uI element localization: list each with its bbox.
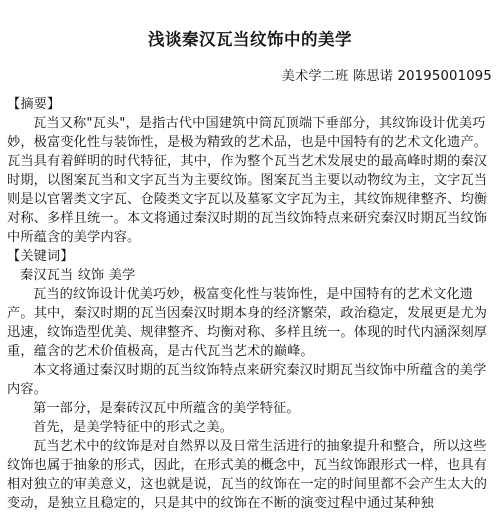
body-paragraph: 本文将通过秦汉时期的瓦当纹饰特点来研究秦汉时期瓦当纹饰中所蕴含的美学内容。 (7, 363, 487, 397)
document-body (7, 95, 495, 513)
section-heading: 第一部分，是秦砖汉瓦中所蕴含的美学特征。 (33, 401, 300, 416)
abstract-heading: 【摘要】 (7, 97, 61, 112)
document-title: 浅谈秦汉瓦当纹饰中的美学 (148, 30, 352, 49)
abstract-paragraph: 瓦当又称"瓦头"，是指古代中国建筑中筒瓦顶端下垂部分，其纹饰设计优美巧妙，极富变化性与装饰性，是极为精致的艺术品，也是中国特有的艺术文化遗产。瓦当具有着鲜明的时代特征，其中，作为整个瓦当艺术发展史的最高峰时期的秦汉时期，以图案瓦当和文字瓦当为主要纹饰。图案瓦当主要以动物纹为主，文字瓦当则是以官署类文字瓦、仓陵类文字瓦以及墓冢文字瓦为主，其纹饰规律整齐、均衡对称、多样且统一。本文将通过秦汉时期的瓦当纹饰特点来研究秦汉时期瓦当纹饰中所蕴含的美学内容。 (7, 116, 488, 245)
keywords-heading: 【关键词】 (7, 249, 74, 264)
keywords-line: 秦汉瓦当 纹饰 美学 (20, 268, 136, 283)
body-paragraph: 瓦当艺术中的纹饰是对自然界以及日常生活进行的抽象提升和整合，所以这些纹饰也属于抽象的形式，因此，在形式美的概念中，瓦当纹饰跟形式一样，也具有相对独立的审美意义，这也就是说，瓦当的纹饰在一定的时间里都不会产生太大的变动，是独立且稳定的，只是其中的纹饰在不断的演变过程中通过某种独 (7, 439, 488, 511)
body-paragraph: 瓦当的纹饰设计优美巧妙，极富变化性与装饰性，是中国特有的艺术文化遗产。其中，秦汉时期的瓦当因秦汉时期本身的经济繁荣，政治稳定，发展更是尤为迅速，纹饰造型优美、规律整齐、均衡对称、多样且统一。体现的时代内涵深刻厚重，蕴含的艺术价值极高，是古代瓦当艺术的巅峰。 (7, 287, 488, 359)
subsection-heading: 首先，是美学特征中的形式之美。 (33, 420, 234, 435)
author-byline: 美术学二班 陈思诺 20195001095 (281, 69, 492, 84)
